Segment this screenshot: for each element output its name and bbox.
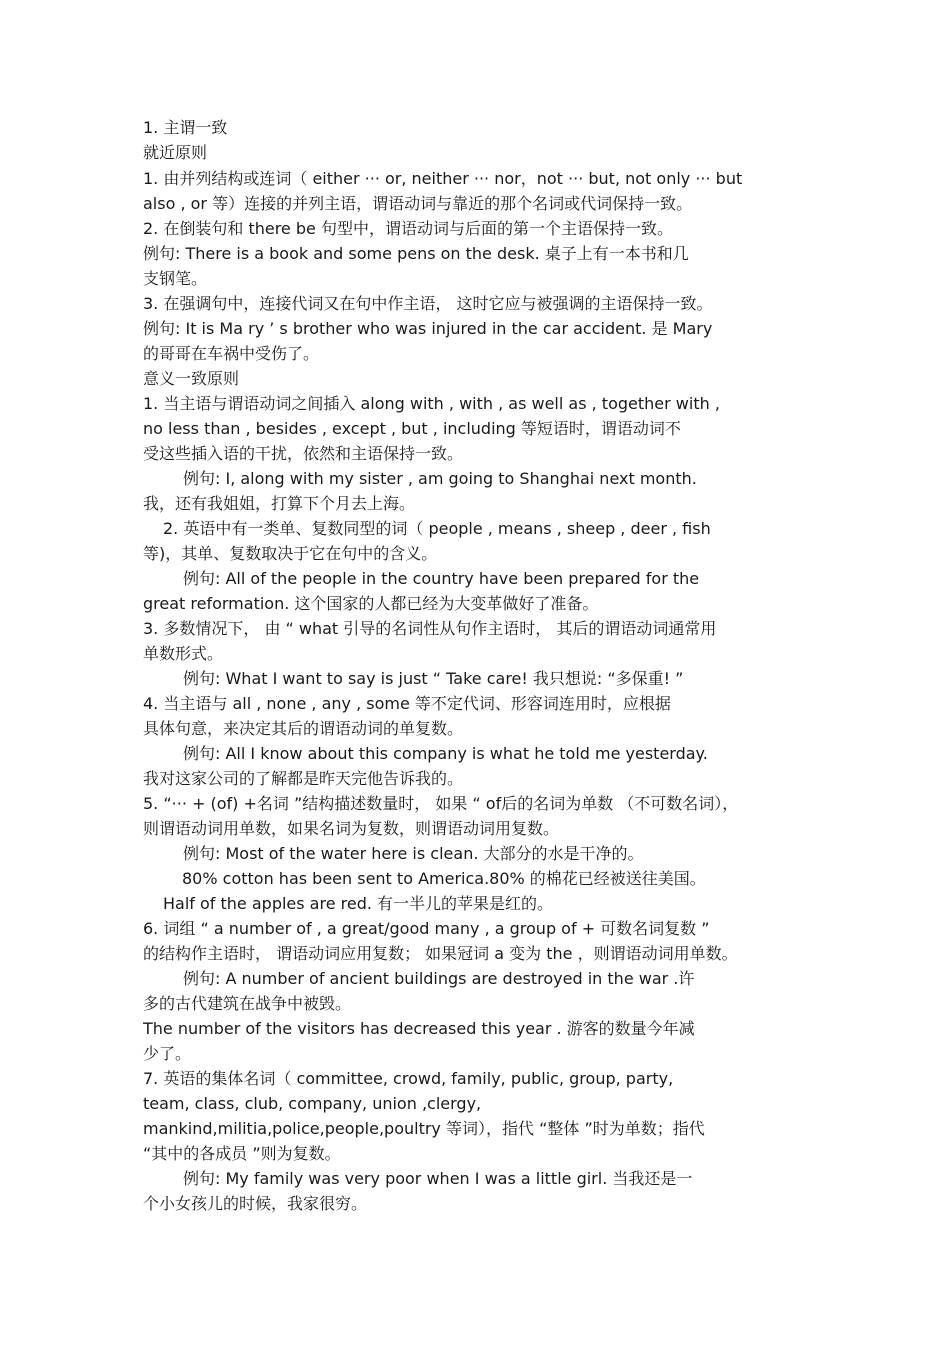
text-line: 我，还有我姐姐，打算下个月去上海。	[143, 494, 416, 513]
text-line: 2. 在倒装句和 there be 句型中，谓语动词与后面的第一个主语保持一致。	[143, 219, 673, 238]
text-line: 的哥哥在车祸中受伤了。	[143, 344, 320, 363]
example-line: The number of the visitors has decreased this year . 游客的数量今年减	[143, 1019, 695, 1038]
text-line: 少了。	[143, 1044, 192, 1063]
text-line: no less than , besides , except , but , including 等短语时，谓语动词不	[143, 419, 681, 438]
section-title: 1. 主谓一致	[143, 118, 228, 137]
example-line: 例句: A number of ancient buildings are destroyed in the war .许	[183, 969, 695, 988]
text-line: 多的古代建筑在战争中被毁。	[143, 994, 352, 1013]
text-line: 单数形式。	[143, 644, 224, 663]
text-line: 2. 英语中有一类单、复数同型的词（ people , means , sheep , deer , fish	[163, 519, 711, 538]
text-line: also , or 等）连接的并列主语，谓语动词与靠近的那个名词或代词保持一致。	[143, 194, 693, 213]
text-line: “其中的各成员 ”则为复数。	[143, 1144, 341, 1163]
text-line: 支钢笔。	[143, 269, 208, 288]
text-line: 7. 英语的集体名词（ committee, crowd, family, public, group, party,	[143, 1069, 674, 1088]
text-line: 则谓语动词用单数，如果名词为复数，则谓语动词用复数。	[143, 819, 560, 838]
text-line: 5. “··· + (of) +名词 ”结构描述数量时， 如果 “ of后的名词为单数 （不可数名词），	[143, 794, 739, 813]
text-line: great reformation. 这个国家的人都已经为大变革做好了准备。	[143, 594, 599, 613]
example-line: Half of the apples are red. 有一半儿的苹果是红的。	[163, 894, 554, 913]
text-line: 个小女孩儿的时候，我家很穷。	[143, 1194, 368, 1213]
text-line: 的结构作主语时， 谓语动词应用复数； 如果冠词 a 变为 the ，则谓语动词用单数。	[143, 944, 738, 963]
example-line: 例句: I, along with my sister , am going to Shanghai next month.	[183, 469, 697, 488]
text-line: 4. 当主语与 all , none , any , some 等不定代词、形容词连用时，应根据	[143, 694, 671, 713]
text-line: 3. 在强调句中，连接代词又在句中作主语， 这时它应与被强调的主语保持一致。	[143, 294, 713, 313]
example-line: 例句: Most of the water here is clean. 大部分的水是干净的。	[183, 844, 644, 863]
example-line: 例句: What I want to say is just “ Take care! 我只想说: “多保重! ”	[183, 669, 684, 688]
subheading-meaning-rule: 意义一致原则	[143, 369, 240, 388]
text-line: mankind,militia,police,people,poultry 等词），指代 “整体 ”时为单数；指代	[143, 1119, 705, 1138]
example-line: 例句: All I know about this company is what he told me yesterday.	[183, 744, 708, 763]
text-line: team, class, club, company, union ,clergy,	[143, 1094, 482, 1113]
text-line: 1. 当主语与谓语动词之间插入 along with , with , as well as , together with ,	[143, 394, 720, 413]
example-line: 80% cotton has been sent to America.80% 的棉花已经被送往美国。	[182, 869, 706, 888]
example-line: 例句: All of the people in the country have been prepared for the	[183, 569, 700, 588]
text-line: 等)，其单、复数取决于它在句中的含义。	[143, 544, 438, 563]
text-line: 1. 由并列结构或连词（ either ··· or, neither ··· nor，not ··· but, not only ··· but	[143, 169, 743, 188]
text-line: 我对这家公司的了解都是昨天完他告诉我的。	[143, 769, 464, 788]
example-line: 例句: There is a book and some pens on the desk. 桌子上有一本书和几	[143, 244, 689, 263]
text-line: 具体句意，来决定其后的谓语动词的单复数。	[143, 719, 464, 738]
text-line: 受这些插入语的干扰，依然和主语保持一致。	[143, 444, 464, 463]
text-line: 6. 词组 “ a number of , a great/good many , a group of + 可数名词复数 ”	[143, 919, 710, 938]
example-line: 例句: It is Ma ry ’ s brother who was injured in the car accident. 是 Mary	[143, 319, 713, 338]
subheading-proximity-rule: 就近原则	[143, 143, 208, 162]
text-line: 3. 多数情况下， 由 “ what 引导的名词性从句作主语时， 其后的谓语动词通常用	[143, 619, 717, 638]
example-line: 例句: My family was very poor when I was a little girl. 当我还是一	[183, 1169, 693, 1188]
